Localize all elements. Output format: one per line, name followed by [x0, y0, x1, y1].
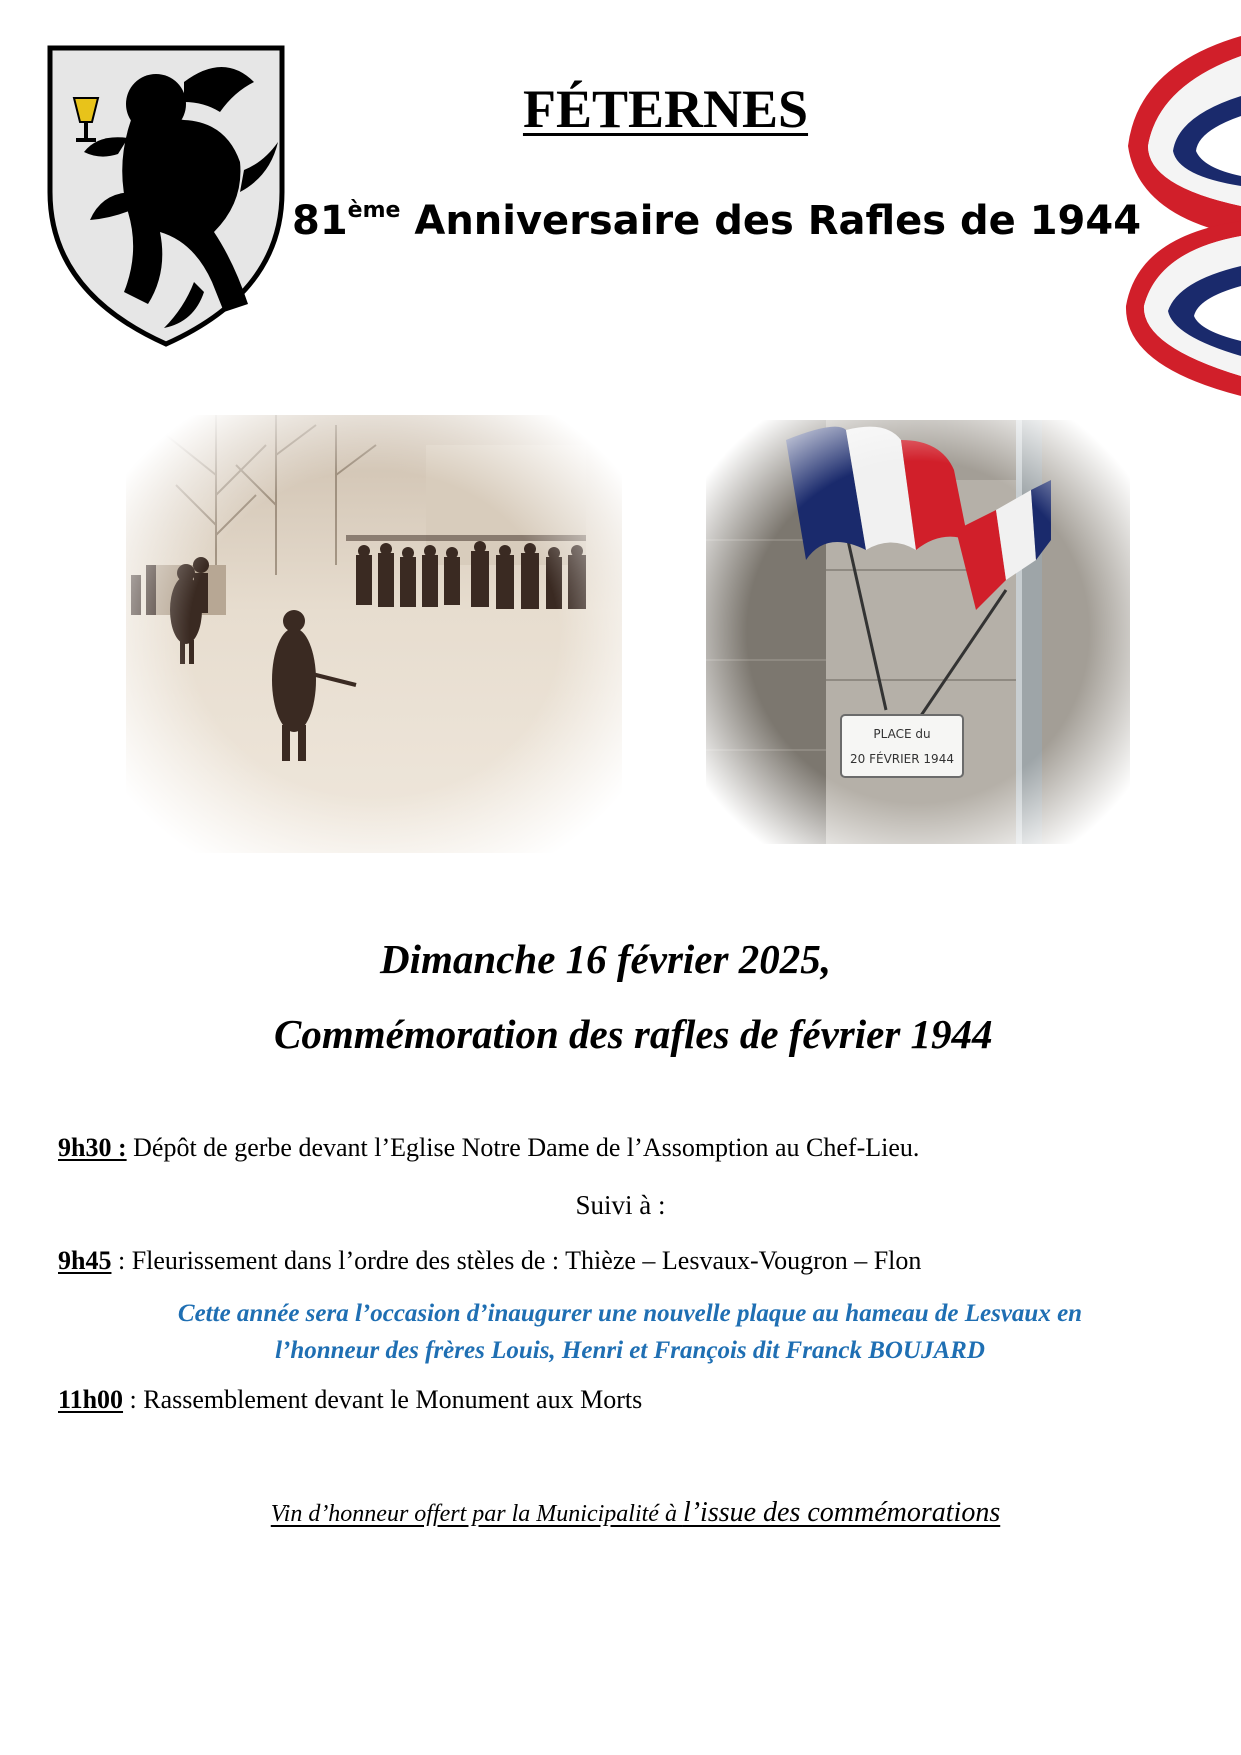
closing-note: [0, 1497, 1241, 1529]
schedule-text: : Fleurissement dans l’ordre des stèles de : Thièze – Lesvaux-Vougron – Flon: [111, 1246, 922, 1275]
followed-label: Suivi à :: [575, 1190, 666, 1220]
special-note: [60, 1295, 1200, 1369]
schedule-time: 9h30 :: [58, 1133, 127, 1162]
schedule-text: Dépôt de gerbe devant l’Eglise Notre Dame de l’Assomption au Chef-Lieu.: [126, 1133, 920, 1162]
anniversary-title: [292, 198, 1192, 244]
special-note-line-1: Cette année sera l’occasion d’inaugurer une nouvelle plaque au hameau de Lesvaux en: [177, 1300, 1083, 1327]
archive-photo-rafle: [126, 415, 622, 853]
schedule-item-9h45: [58, 1246, 1198, 1276]
special-note-line-2: l’honneur des frères Louis, Henri et François dit Franck BOUJARD: [275, 1337, 985, 1364]
closing-part-1: Vin d’honneur offert par la Municipalité à: [270, 1501, 683, 1527]
anniversary-text: Anniversaire des Rafles de 1944: [400, 198, 1142, 244]
event-date: Dimanche 16 février 2025,: [380, 936, 831, 982]
anniversary-suffix: ème: [347, 198, 401, 223]
closing-part-2: l’issue des commémorations: [682, 1497, 1001, 1528]
schedule-item-11h00: [58, 1385, 1198, 1415]
schedule-text: : Rassemblement devant le Monument aux Morts: [123, 1385, 643, 1414]
schedule-item-9h30: [58, 1133, 1198, 1163]
event-title: Commémoration des rafles de février 1944: [274, 1011, 993, 1057]
photo-flags-plaque: [706, 420, 1130, 844]
town-title: FÉTERNES: [522, 79, 809, 139]
schedule-time: 9h45: [58, 1246, 112, 1275]
schedule-time: 11h00: [58, 1385, 124, 1414]
anniversary-number: 81: [292, 198, 348, 244]
